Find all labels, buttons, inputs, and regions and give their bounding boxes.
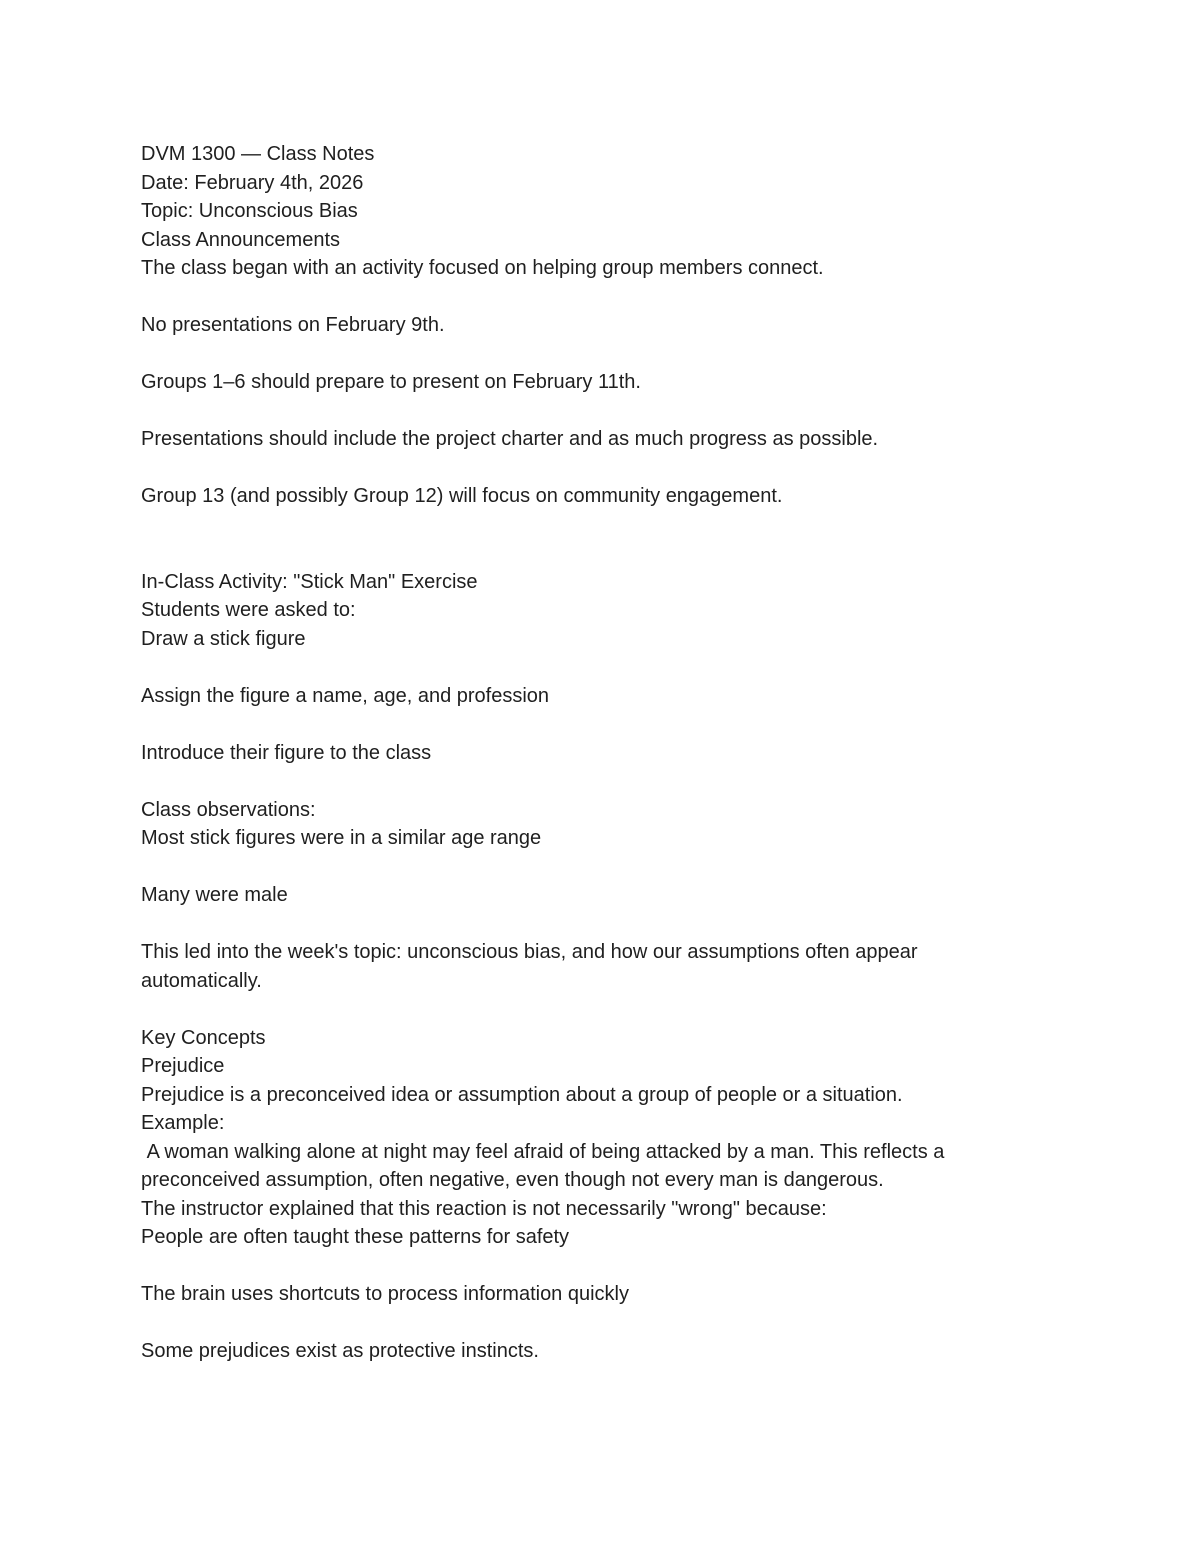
reason-item: Some prejudices exist as protective instincts. (141, 1340, 539, 1362)
doc-topic: Topic: Unconscious Bias (141, 200, 358, 222)
example-label: Example: (141, 1112, 225, 1134)
reason-item: People are often taught these patterns for safety (141, 1226, 570, 1248)
activity-heading: In-Class Activity: "Stick Man" Exercise (141, 570, 478, 593)
announcement-item: Group 13 (and possibly Group 12) will focus on community engagement. (141, 485, 783, 507)
key-concepts-heading: Key Concepts (141, 1026, 266, 1049)
announcement-item: The class began with an activity focused on helping group members connect. (141, 257, 824, 279)
activity-step: Introduce their figure to the class (141, 741, 432, 764)
announcements-heading: Class Announcements (141, 228, 341, 251)
spacer (141, 283, 1041, 312)
instructor-note: The instructor explained that this reaction is not necessarily "wrong" because: (141, 1197, 827, 1220)
spacer (141, 454, 1041, 483)
announcement-item: Groups 1–6 should prepare to present on February 11th. (141, 371, 641, 393)
announcement-item: Presentations should include the project charter and as much progress as possible. (141, 428, 879, 450)
observation-item: Many were male (141, 884, 288, 906)
prejudice-heading: Prejudice (141, 1055, 225, 1077)
spacer (141, 511, 1041, 540)
spacer (141, 853, 1041, 882)
spacer (141, 710, 1041, 739)
activity-step: Assign the figure a name, age, and profession (141, 684, 550, 707)
spacer (141, 910, 1041, 939)
observation-item: Most stick figures were in a similar age range (141, 827, 542, 849)
spacer (141, 767, 1041, 796)
reason-item: The brain uses shortcuts to process information quickly (141, 1283, 629, 1305)
observations-heading: Class observations: (141, 798, 316, 821)
activity-step: Draw a stick figure (141, 627, 306, 650)
activity-intro: Students were asked to: (141, 599, 356, 621)
example-line: A woman walking alone at night may feel afraid of being attacked by a man. This reflects a (141, 1140, 945, 1163)
announcement-item: No presentations on February 9th. (141, 314, 445, 336)
spacer (141, 539, 1041, 568)
spacer (141, 995, 1041, 1024)
activity-summary-line: automatically. (141, 969, 262, 992)
document-page (141, 140, 1041, 1366)
doc-date: Date: February 4th, 2026 (141, 171, 364, 194)
spacer (141, 1309, 1041, 1338)
example-line: preconceived assumption, often negative, even though not every man is dangerous. (141, 1169, 884, 1191)
spacer (141, 1252, 1041, 1281)
spacer (141, 397, 1041, 426)
activity-summary-line: This led into the week's topic: unconscious bias, and how our assumptions often appear (141, 941, 918, 963)
spacer (141, 653, 1041, 682)
prejudice-definition: Prejudice is a preconceived idea or assumption about a group of people or a situation. (141, 1083, 903, 1106)
spacer (141, 340, 1041, 369)
doc-title: DVM 1300 — Class Notes (141, 143, 375, 165)
